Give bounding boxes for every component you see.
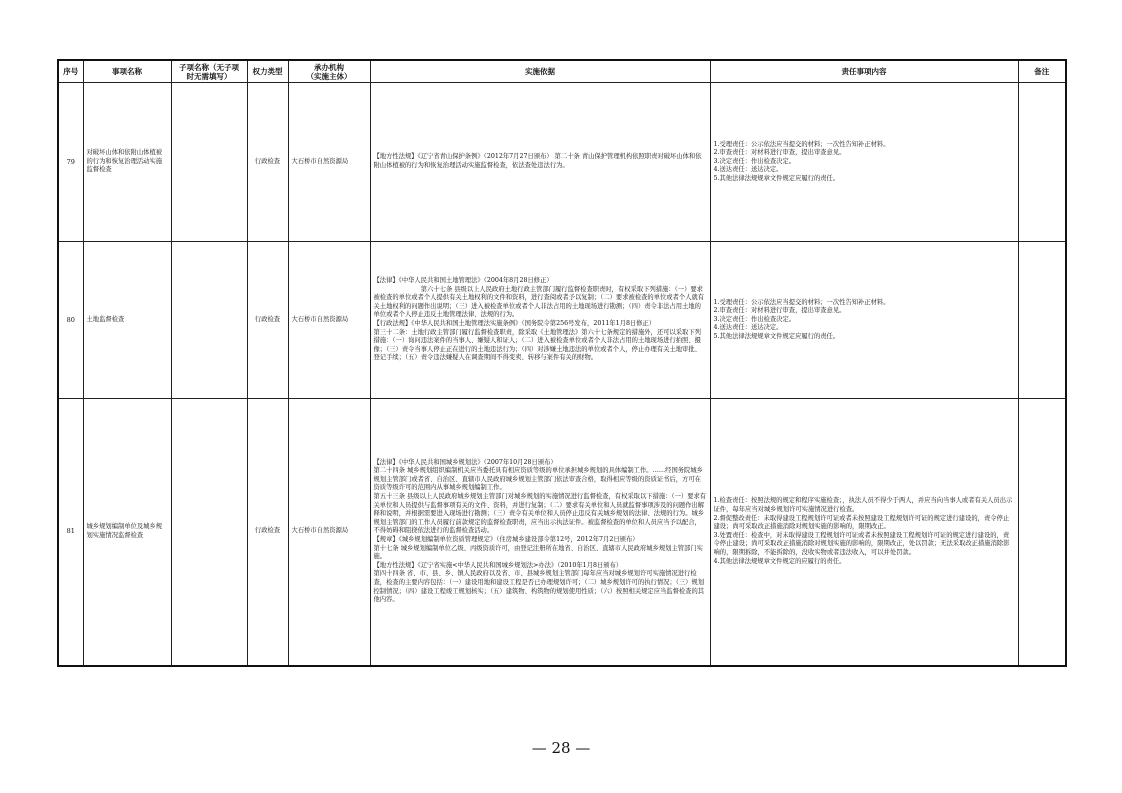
row-sub-item bbox=[171, 242, 247, 399]
basis-paragraph: 第四十四条 省、市、县、乡、镇人民政府以及省、市、县城乡规划主管部门每年应当对城乡规划许可实施情况进行检查，检查的主要内容包括：（一）建设用地和建设工程是否已办理规划许可；（二）城乡规划许可的执行情况；（三）规划控制情况；（四）建设工程竣工规划核实；（五）建筑物、构筑物的规划使用性质；（六）按照相关规定应当监督检查的其他内容。 bbox=[373, 570, 705, 604]
responsibility-item: 1.受理责任：公示依法应当提交的材料；一次性告知补正材料。 bbox=[713, 140, 890, 148]
basis-paragraph: 第五十三条 县级以上人民政府城乡规划主管部门对城乡规划的实施情况进行监督检查，有权采取以下措施：（一）要求有关单位和人员提供与监督事项有关的文件、资料，并进行复制；（二）要求有关单位和人员就监督事项涉及的问题作出解释和说明，并根据需要进入现场进行勘测；（三）责令有关单位和人员停止违反有关城乡规划的法律、法规的行为。城乡规划主管部门的工作人员履行前款规定的监督检查职责，应当出示执法证件。被监督检查的单位和人员应当予以配合，不得妨碍和阻挠依法进行的监督检查活动。 bbox=[373, 493, 707, 535]
header-sub-item-line2: 时无需填写） bbox=[186, 71, 232, 81]
row-note bbox=[1018, 399, 1066, 666]
basis-paragraph: 【规章】《城乡规划编制单位资质管理规定》（住房城乡建设部令第12号，2012年7月2日颁布） bbox=[373, 536, 639, 544]
basis-paragraph: 第六十七条 县级以上人民政府土地行政主管部门履行监督检查职责时，有权采取下列措施：（一）要求被检查的单位或者个人提供有关土地权利的文件和资料，进行查阅或者予以复制；（二）要求被检查的单位或者个人就有关土地权利的问题作出说明；（三）进入被检查单位或者个人非法占用的土地现场进行勘测；（四）责令非法占用土地的单位或者个人停止违反土地管理法律、法规的行为。 bbox=[373, 285, 705, 319]
row-basis bbox=[370, 399, 710, 666]
row-note bbox=[1018, 242, 1066, 399]
page-number: — 28 — bbox=[531, 739, 591, 757]
header-power-type: 权力类型 bbox=[247, 60, 288, 83]
header-sub-item bbox=[171, 60, 247, 83]
row-power-type: 行政检查 bbox=[247, 399, 288, 666]
basis-paragraph: 【地方性法规】《辽宁省实施<中华人民共和国城乡规划法>办法》（2010年1月8日颁布） bbox=[373, 561, 623, 569]
row-item-name: 土地监督检查 bbox=[83, 242, 171, 399]
responsibility-item: 2.督促整改责任：未取得建设工程规划许可证或者未按照建设工程规划许可证的规定进行建设的，责令停止建设；尚可采取改正措施消除对规划实施的影响的，限期改正。 bbox=[713, 514, 1010, 531]
row-note bbox=[1018, 83, 1066, 242]
row-item-name: 城乡规划编制单位及城乡规划实施情况监督检查 bbox=[83, 399, 171, 666]
row-responsibility bbox=[710, 399, 1018, 666]
row-seq: 81 bbox=[58, 399, 83, 666]
responsibility-item: 4.其他法律法规规章文件规定的应履行的责任。 bbox=[713, 557, 846, 565]
responsibility-item: 3.决定责任：作出检查决定。 bbox=[713, 157, 796, 165]
basis-paragraph: 第十七条 城乡规划编制单位乙级、丙级资质许可，由登记注册所在地省、自治区、直辖市人民政府城乡规划主管部门实施。 bbox=[373, 544, 703, 561]
header-seq: 序号 bbox=[58, 60, 83, 83]
basis-paragraph: 【地方性法规】《辽宁省青山保护条例》（2012年7月27日颁布） 第二十条 青山保护管理机构依照职责对破坏山体和依附山体植被的行为和恢复治理活动实施监督检查，依法查处违法行为。 bbox=[373, 153, 702, 169]
header-responsibility: 责任事项内容 bbox=[710, 60, 1018, 83]
table-row bbox=[58, 242, 1066, 399]
responsibility-item: 4.送达责任：送达决定。 bbox=[713, 324, 783, 332]
power-list-table bbox=[57, 59, 1067, 667]
row-org: 大石桥市自然资源局 bbox=[288, 83, 370, 242]
row-basis bbox=[370, 83, 710, 242]
header-org-line1: 承办机构 bbox=[314, 62, 344, 72]
row-basis bbox=[370, 242, 710, 399]
row-power-type: 行政检查 bbox=[247, 83, 288, 242]
row-sub-item bbox=[171, 83, 247, 242]
header-item-name: 事项名称 bbox=[83, 60, 171, 83]
responsibility-item: 4.送达责任：送达决定。 bbox=[713, 166, 783, 174]
responsibility-item: 3.处置责任：检查中，对未取得建设工程规划许可证或者未按照建设工程规划许可证的规定进行建设的，责令停止建设；尚可采取改正措施消除对规划实施的影响的，限期改正，处以罚款；无法采取改正措施消除影响的，限期拆除，不能拆除的，没收实物或者违法收入，可以并处罚款。 bbox=[713, 531, 1010, 556]
responsibility-item: 2.审查责任：对材料进行审查，提出审查意见。 bbox=[713, 307, 846, 315]
responsibility-item: 2.审查责任：对材料进行审查，提出审查意见。 bbox=[713, 149, 846, 157]
basis-paragraph: 【法律】《中华人民共和国土地管理法》（2004年8月28日修正） bbox=[373, 277, 553, 285]
responsibility-item: 1.受理责任：公示依法应当提交的材料；一次性告知补正材料。 bbox=[713, 298, 890, 306]
row-seq: 80 bbox=[58, 242, 83, 399]
responsibility-item: 5.其他法律法规规章文件规定应履行的责任。 bbox=[713, 174, 840, 182]
row-responsibility bbox=[710, 242, 1018, 399]
row-item-name: 对破坏山体和依附山体植被的行为和恢复治理活动实施监督检查 bbox=[83, 83, 171, 242]
responsibility-item: 5.其他法律法规规章文件规定应履行的责任。 bbox=[713, 332, 840, 340]
responsibility-item: 1.检查责任：按照法规的规定和程序实施检查；，执法人员不得少于两人，并应当向当事人或者有关人员出示证件，每年应当对城乡规划许可实施情况进行检查。 bbox=[713, 497, 1013, 513]
basis-paragraph: 第三十二条：土地行政主管部门履行监督检查职责，除采取《土地管理法》第六十七条规定的措施外，还可以采取下列措施：（一）询问违法案件的当事人、嫌疑人和证人；（二）进入被检查单位或者个人非法占用的土地现场进行拍照、摄像；（三）责令当事人停止正在进行的土地违法行为；（四）对涉嫌土地违法的单位或者个人，停止办理有关土地审批、登记手续；（五）责令违法嫌疑人在调查期间不得变卖、转移与案件有关的财物。 bbox=[373, 328, 701, 362]
row-org: 大石桥市自然资源局 bbox=[288, 399, 370, 666]
row-seq: 79 bbox=[58, 83, 83, 242]
row-responsibility bbox=[710, 83, 1018, 242]
header-org bbox=[288, 60, 370, 83]
responsibility-item: 3.决定责任：作出检查决定。 bbox=[713, 315, 796, 323]
basis-paragraph: 【法律】《中华人民共和国城乡规划法》（2007年10月28日颁布） bbox=[373, 458, 557, 466]
header-note: 备注 bbox=[1018, 60, 1066, 83]
header-basis: 实施依据 bbox=[370, 60, 710, 83]
table-header-row bbox=[58, 60, 1066, 83]
row-power-type: 行政检查 bbox=[247, 242, 288, 399]
table-row bbox=[58, 83, 1066, 242]
row-sub-item bbox=[171, 399, 247, 666]
basis-paragraph: 第二十四条 城乡规划组织编制机关应当委托具有相应资质等级的单位承担城乡规划的具体编制工作。……经国务院城乡规划主管部门或者省、自治区、直辖市人民政府城乡规划主管部门依法审查合格，取得相应等级的资质证书后，方可在资质等级许可的范围内从事城乡规划编制工作。 bbox=[373, 467, 703, 492]
header-sub-item-line1: 子项名称（无子项 bbox=[179, 62, 239, 72]
table-row bbox=[58, 399, 1066, 666]
header-org-line2: （实施主体） bbox=[306, 71, 352, 81]
basis-paragraph: 【行政法规】《中华人民共和国土地管理法实施条例》（国务院令第256号发布，2011年1月8日修正） bbox=[373, 320, 656, 327]
row-org: 大石桥市自然资源局 bbox=[288, 242, 370, 399]
